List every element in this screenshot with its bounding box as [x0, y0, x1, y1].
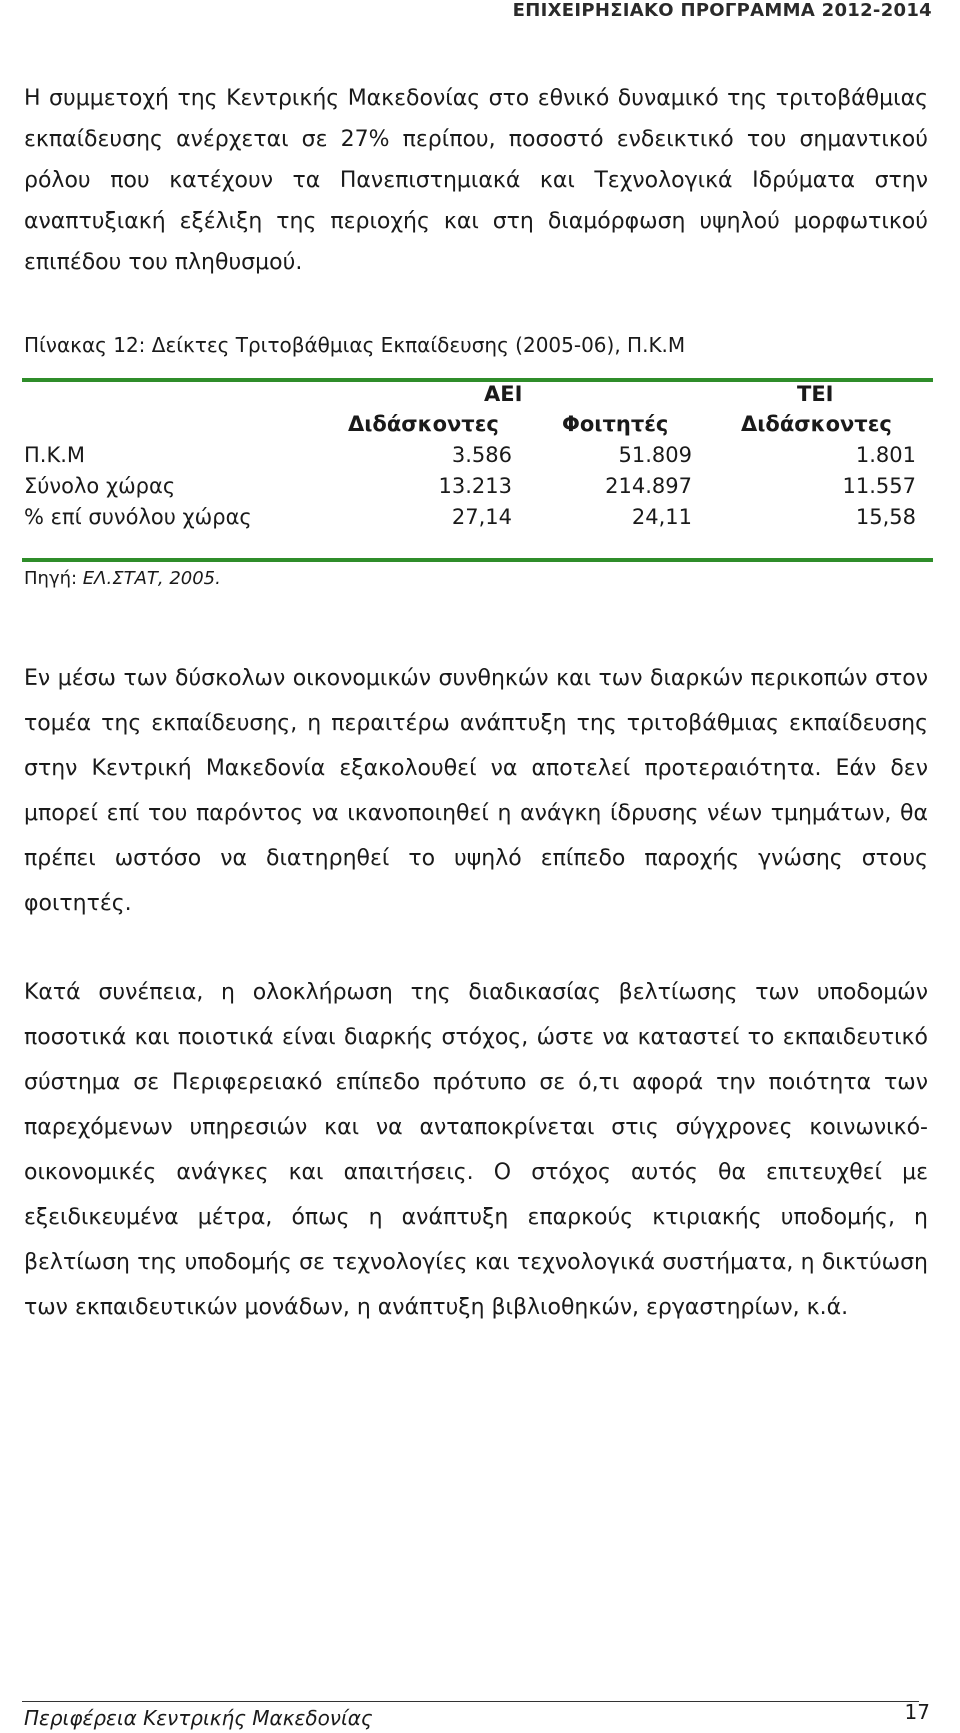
page-header-title: ΕΠΙΧΕΙΡΗΣΙΑΚΟ ΠΡΟΓΡΑΜΜΑ 2012-2014	[512, 0, 932, 21]
table-cell: 3.586	[451, 443, 512, 467]
page-number: 17	[904, 1700, 930, 1724]
paragraph-final: Κατά συνέπεια, η ολοκλήρωση της διαδικασίας βελτίωσης των υποδομών ποσοτικά και ποιοτικά είναι διαρκής στόχος, ώστε να καταστεί το εκπαιδευτικό σύστημα σε Περιφερειακό επίπεδο πρότυπο σε ό,τι αφορά την ποιότητα των παρεχόμενων υπηρεσιών και να ανταποκρίνεται στις σύγχρονες κοινωνικό-οικονομικές ανάγκες και απαιτήσεις. Ο στόχος αυτός θα επιτευχθεί με εξειδικευμένα μέτρα, όπως η ανάπτυξη επαρκούς κτιριακής υποδομής, η βελτίωση της υποδομής σε τεχνολογίες και τεχνολογικά συστήματα, η δικτύωση των εκπαιδευτικών μονάδων, η ανάπτυξη βιβλιοθηκών, εργαστηρίων, κ.ά.	[24, 980, 928, 1320]
column-header-aei-teachers: Διδάσκοντες	[348, 412, 499, 436]
paragraph-intro: Η συμμετοχή της Κεντρικής Μακεδονίας στο εθνικό δυναμικό της τριτοβάθμιας εκπαίδευσης ανέρχεται σε 27% περίπου, ποσοστό ενδεικτικό του σημαντικού ρόλου που κατέχουν τα Πανεπιστημιακά και Τεχνολογικά Ιδρύματα στην αναπτυξιακή εξέλιξη της περιοχής και στη διαμόρφωση υψηλού μορφωτικού επιπέδου του πληθυσμού.	[24, 86, 928, 275]
table-bottom-rule	[22, 558, 933, 562]
table-source	[24, 568, 221, 589]
table-row-label: Π.Κ.Μ	[24, 443, 86, 467]
table-row-label: Σύνολο χώρας	[24, 474, 176, 498]
group-header-aei: ΑΕΙ	[484, 382, 523, 406]
paragraph-middle: Εν μέσω των δύσκολων οικονομικών συνθηκών και των διαρκών περικοπών στον τομέα της εκπαίδευσης, η περαιτέρω ανάπτυξη της τριτοβάθμιας εκπαίδευσης στην Κεντρική Μακεδονία εξακολουθεί να αποτελεί προτεραιότητα. Εάν δεν μπορεί επί του παρόντος να ικανοποιηθεί η ανάγκη ίδρυσης νέων τμημάτων, θα πρέπει ωστόσο να διατηρηθεί το υψηλό επίπεδο παροχής γνώσης στους φοιτητές.	[24, 666, 928, 916]
table-cell: 11.557	[842, 474, 916, 498]
column-header-aei-students: Φοιτητές	[562, 412, 669, 436]
table-cell: 13.213	[438, 474, 512, 498]
table-cell: 51.809	[618, 443, 692, 467]
footer-region: Περιφέρεια Κεντρικής Μακεδονίας	[24, 1706, 373, 1730]
column-header-tei-teachers: Διδάσκοντες	[741, 412, 892, 436]
table-cell: 15,58	[855, 505, 916, 529]
table-caption: Πίνακας 12: Δείκτες Τριτοβάθμιας Εκπαίδευσης (2005-06), Π.Κ.Μ	[24, 333, 686, 357]
table-cell: 27,14	[451, 505, 512, 529]
source-value: ΕΛ.ΣΤΑΤ, 2005.	[82, 568, 221, 589]
table-cell: 1.801	[855, 443, 916, 467]
source-label: Πηγή:	[24, 568, 83, 589]
table-cell: 24,11	[631, 505, 692, 529]
footer-rule	[22, 1701, 919, 1702]
table-row-label: % επί συνόλου χώρας	[24, 505, 252, 529]
table-cell: 214.897	[605, 474, 692, 498]
group-header-tei: ΤΕΙ	[797, 382, 834, 406]
